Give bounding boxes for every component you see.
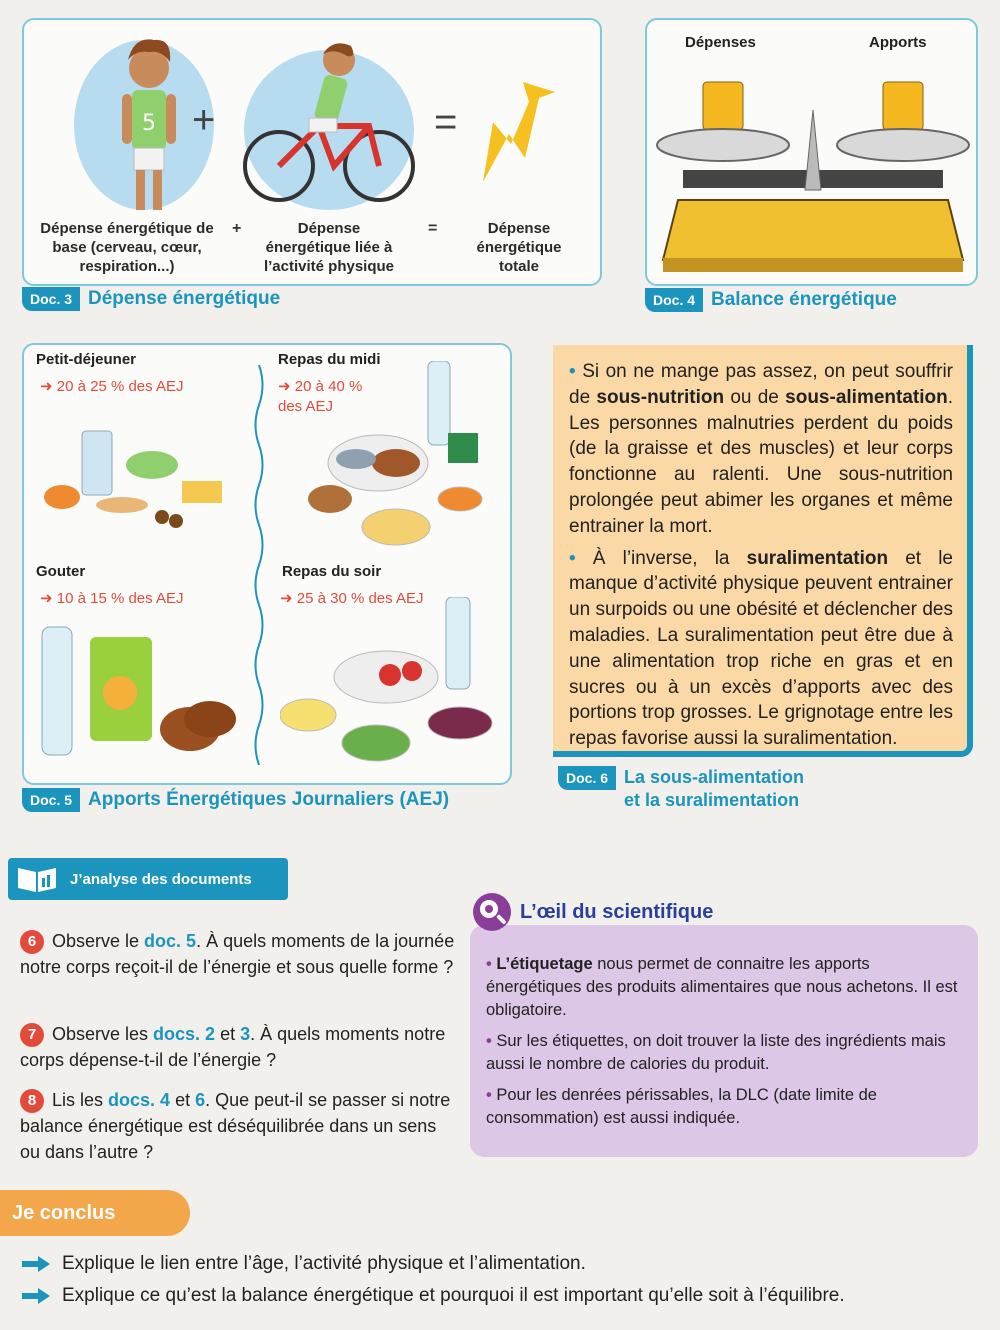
energy-bolt-icon	[479, 82, 559, 192]
text-segment: À l’inverse, la	[592, 547, 747, 569]
balance-scale-illustration	[653, 70, 973, 280]
bullet-icon: •	[569, 547, 576, 569]
doc6-paragraph-overnutrition	[569, 546, 953, 752]
text-segment: . À quels moments de la journée notre corps reçoit-il de l’énergie et sous quelle forme ?	[20, 931, 455, 977]
doc3-plus-label: +	[232, 220, 242, 237]
scientist-title: L’œil du scientifique	[520, 900, 714, 923]
question-6	[20, 928, 460, 980]
meal-value: ➜ 20 à 25 % des AEJ	[40, 378, 184, 395]
doc3-label	[22, 287, 280, 311]
text-segment: Observe le	[52, 931, 145, 951]
doc-reference: 6	[195, 1090, 206, 1110]
doc6-panel	[553, 345, 973, 757]
scientist-box	[470, 925, 978, 1157]
doc6-title-line: et la suralimentation	[624, 790, 800, 810]
analyse-heading-text: J’analyse des documents	[70, 870, 252, 888]
meal-value: ➜ 25 à 30 % des AEJ	[280, 590, 424, 607]
doc6-paragraph-undernutrition	[569, 359, 953, 540]
conclusion-line-1	[22, 1253, 586, 1275]
doc5-label	[22, 788, 449, 812]
scientist-bullet-3	[486, 1084, 962, 1130]
question-8	[20, 1087, 460, 1165]
doc3-equals-label: =	[428, 220, 438, 237]
keyword-suralimentation: suralimentation	[746, 547, 889, 569]
conclusion-heading-text: Je conclus	[12, 1201, 116, 1224]
divider-vertical	[252, 365, 266, 765]
bullet-icon: •	[486, 955, 492, 973]
doc3-caption-activity: Dépense énergétique liée à l’activité physique	[263, 220, 395, 275]
scientist-bullet-2	[486, 1030, 962, 1076]
text-segment: Si on ne mange pas assez, on peut souffrir de	[569, 361, 954, 408]
magnifier-eye-icon	[472, 892, 512, 932]
open-book-icon	[16, 864, 58, 894]
doc6-title	[624, 766, 804, 812]
doc4-tag: Doc. 4	[645, 288, 703, 312]
text-segment: ou de	[724, 386, 786, 408]
question-number-badge: 7	[20, 1023, 44, 1047]
balance-label-depenses: Dépenses	[685, 34, 756, 51]
bullet-icon: •	[569, 361, 576, 382]
question-number-badge: 6	[20, 930, 44, 954]
cyclist-illustration	[239, 36, 419, 211]
text-segment: nous permet de connaitre les apports énergétiques des produits alimentaires que nous achetons. Il est obligatoire.	[486, 955, 958, 1019]
keyword-sous-alimentation: sous-alimentation	[785, 386, 948, 408]
doc3-title: Dépense énergétique	[88, 288, 281, 309]
question-number-badge: 8	[20, 1089, 44, 1113]
meal-value: ➜ 20 à 40 % des AEJ	[278, 378, 363, 415]
doc5-title: Apports Énergétiques Journaliers (AEJ)	[88, 789, 450, 810]
conclusion-line-2	[22, 1285, 845, 1307]
text-segment: . Les personnes malnutries perdent du poids (de la graisse et des muscles) et leur corps fonctionne au ralenti. Une sous-nutrition prolongée peut abimer les organes et même entrainer la mort.	[569, 386, 953, 537]
keyword-sous-nutrition: sous-nutrition	[596, 386, 725, 408]
text-segment: et le manque d’activité physique peuvent entrainer un surpoids ou une obésité et déclencher des maladies. La suralimentation peut être due à une alimentation trop riche en gras et en sucres ou à un excès d’apports avec des portions trop grosses. Le grignotage entre les repas favorise aussi la suralimentation.	[569, 547, 953, 750]
equals-sign: =	[434, 100, 458, 144]
meal-name: Repas du soir	[282, 563, 382, 580]
meal-name: Petit-déjeuner	[36, 351, 137, 368]
question-7	[20, 1021, 460, 1073]
bullet-icon: •	[486, 1086, 492, 1104]
doc-reference: doc. 5	[144, 931, 197, 951]
text-segment: Pour les denrées périssables, la DLC (date limite de consommation) est aussi indiquée.	[486, 1086, 877, 1127]
meal-value: ➜ 10 à 15 % des AEJ	[40, 590, 184, 607]
doc4-title: Balance énergétique	[711, 289, 897, 310]
text-segment: . Que peut-il se passer si notre balance énergétique est déséquilibrée dans un sens ou dans l’autre ?	[20, 1090, 451, 1162]
bullet-icon: •	[486, 1032, 492, 1050]
conclusion-heading	[0, 1190, 190, 1236]
scientist-bullet-1	[486, 953, 962, 1022]
arrow-right-icon	[22, 1288, 50, 1304]
text-segment: . À quels moments notre corps dépense-t-il de l’énergie ?	[20, 1024, 446, 1070]
doc3-tag: Doc. 3	[22, 287, 80, 311]
keyword-etiquetage: L’étiquetage	[496, 955, 593, 973]
text-segment: Observe les	[52, 1024, 154, 1044]
doc6-title-line: La sous-alimentation	[624, 767, 805, 787]
text-segment: Sur les étiquettes, on doit trouver la liste des ingrédients mais aussi le nombre de calories du produit.	[486, 1032, 946, 1073]
doc6-label	[558, 766, 804, 812]
scientist-heading	[472, 892, 713, 932]
boy-standing-illustration	[104, 28, 194, 213]
lunch-illustration	[300, 361, 500, 551]
doc3-caption-total: Dépense énergétique totale	[476, 220, 562, 275]
doc-reference: 3	[240, 1024, 251, 1044]
text-segment: et	[170, 1090, 196, 1110]
conclusion-text: Explique le lien entre l’âge, l’activité physique et l’alimentation.	[62, 1253, 586, 1274]
doc3-caption-base: Dépense énergétique de base (cerveau, cœur, respiration...)	[40, 220, 214, 275]
svg-text:5: 5	[142, 111, 156, 136]
doc-reference: docs. 4	[108, 1090, 171, 1110]
dinner-illustration	[280, 597, 504, 767]
snack-illustration	[38, 617, 248, 767]
conclusion-text: Explique ce qu’est la balance énergétique et pourquoi il est important qu’elle soit à l’équilibre.	[62, 1285, 845, 1306]
breakfast-illustration	[42, 425, 242, 535]
meal-name: Repas du midi	[278, 351, 381, 368]
balance-label-apports: Apports	[869, 34, 927, 51]
doc4-panel	[645, 18, 978, 286]
text-segment: et	[215, 1024, 241, 1044]
meal-name: Gouter	[36, 563, 86, 580]
analyse-heading	[8, 858, 288, 900]
arrow-right-icon	[22, 1256, 50, 1272]
doc3-panel	[22, 18, 602, 286]
plus-sign: +	[192, 98, 216, 142]
doc-reference: docs. 2	[153, 1024, 216, 1044]
doc5-tag: Doc. 5	[22, 788, 80, 812]
doc5-panel	[22, 343, 512, 785]
doc6-tag: Doc. 6	[558, 766, 616, 790]
text-segment: Lis les	[52, 1090, 109, 1110]
doc4-label	[645, 288, 897, 312]
